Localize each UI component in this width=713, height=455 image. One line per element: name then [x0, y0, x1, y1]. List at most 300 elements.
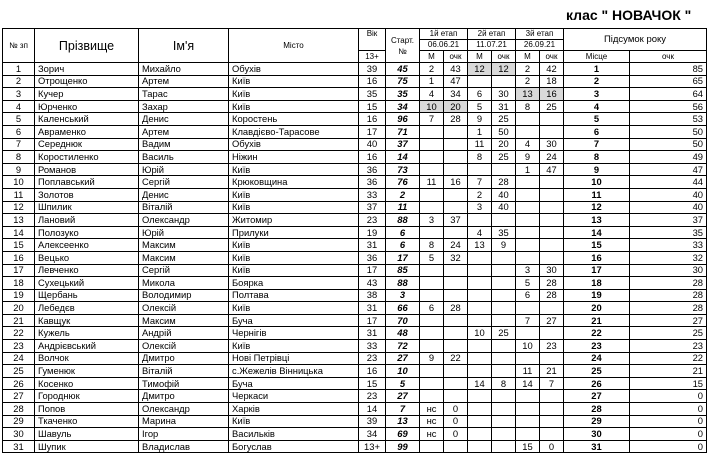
season-points-cell: 40 — [630, 201, 707, 214]
age-cell: 17 — [359, 314, 386, 327]
first-name-cell: Дмитро — [139, 352, 229, 365]
start-number-cell: 37 — [386, 138, 420, 151]
age-cell: 23 — [359, 352, 386, 365]
header-stage1-points: очк — [444, 51, 468, 63]
season-place-cell: 26 — [564, 377, 630, 390]
surname-cell: Кужель — [35, 327, 139, 340]
stage3-points-cell — [540, 188, 564, 201]
stage1-points-cell: 24 — [444, 239, 468, 252]
stage1-points-cell: 22 — [444, 352, 468, 365]
stage2-points-cell — [492, 163, 516, 176]
stage2-place-cell — [468, 365, 492, 378]
stage3-place-cell — [516, 415, 540, 428]
surname-cell: Попов — [35, 403, 139, 416]
stage1-place-cell: 10 — [420, 100, 444, 113]
header-start: Старт. № — [386, 29, 420, 63]
stage1-place-cell: нс — [420, 415, 444, 428]
stage2-points-cell — [492, 365, 516, 378]
stage2-points-cell — [492, 277, 516, 290]
surname-cell: Вецько — [35, 251, 139, 264]
start-number-cell: 7 — [386, 403, 420, 416]
stage2-place-cell — [468, 390, 492, 403]
season-points-cell: 30 — [630, 264, 707, 277]
stage1-place-cell — [420, 440, 444, 453]
first-name-cell: Тарас — [139, 88, 229, 101]
age-cell: 23 — [359, 390, 386, 403]
stage2-points-cell — [492, 289, 516, 302]
stage2-place-cell — [468, 277, 492, 290]
stage1-place-cell — [420, 277, 444, 290]
age-cell: 23 — [359, 214, 386, 227]
table-row — [3, 365, 707, 378]
stage1-place-cell: 4 — [420, 88, 444, 101]
season-points-cell: 44 — [630, 176, 707, 189]
season-place-cell: 1 — [564, 63, 630, 76]
stage1-place-cell — [420, 365, 444, 378]
season-place-cell: 9 — [564, 163, 630, 176]
stage1-points-cell — [444, 390, 468, 403]
stage1-place-cell — [420, 289, 444, 302]
surname-cell: Лановий — [35, 214, 139, 227]
season-points-cell: 47 — [630, 163, 707, 176]
stage2-points-cell — [492, 75, 516, 88]
age-cell: 33 — [359, 340, 386, 353]
season-points-cell: 28 — [630, 277, 707, 290]
start-number-cell: 45 — [386, 63, 420, 76]
start-number-cell: 70 — [386, 314, 420, 327]
stage3-place-cell: 8 — [516, 100, 540, 113]
stage2-points-cell: 9 — [492, 239, 516, 252]
stage3-points-cell — [540, 251, 564, 264]
surname-cell: Романов — [35, 163, 139, 176]
surname-cell: Гуменюк — [35, 365, 139, 378]
surname-cell: Зорич — [35, 63, 139, 76]
season-place-cell: 24 — [564, 352, 630, 365]
city-cell: Київ — [229, 75, 359, 88]
city-cell: Київ — [229, 340, 359, 353]
stage3-points-cell: 42 — [540, 63, 564, 76]
row-number: 20 — [3, 302, 35, 315]
class-title: клас " НОВАЧОК " — [566, 7, 692, 23]
surname-cell: Левченко — [35, 264, 139, 277]
first-name-cell: Олександр — [139, 403, 229, 416]
season-place-cell: 29 — [564, 415, 630, 428]
header-stage3-date: 26.09.21 — [516, 40, 564, 51]
age-cell: 37 — [359, 201, 386, 214]
stage3-place-cell — [516, 251, 540, 264]
stage3-place-cell — [516, 125, 540, 138]
table-row — [3, 289, 707, 302]
table-row — [3, 239, 707, 252]
stage1-points-cell — [444, 138, 468, 151]
start-number-cell: 71 — [386, 125, 420, 138]
stage3-place-cell: 14 — [516, 377, 540, 390]
first-name-cell: Вадим — [139, 138, 229, 151]
stage1-place-cell — [420, 314, 444, 327]
surname-cell: Отрощенко — [35, 75, 139, 88]
surname-cell: Золотов — [35, 188, 139, 201]
stage1-place-cell — [420, 151, 444, 164]
age-cell: 36 — [359, 251, 386, 264]
stage2-place-cell — [468, 214, 492, 227]
first-name-cell: Владислав — [139, 440, 229, 453]
season-points-cell: 0 — [630, 440, 707, 453]
stage3-points-cell: 0 — [540, 440, 564, 453]
stage2-points-cell — [492, 403, 516, 416]
city-cell: Буча — [229, 377, 359, 390]
first-name-cell: Марина — [139, 415, 229, 428]
stage1-points-cell — [444, 226, 468, 239]
stage2-place-cell: 8 — [468, 151, 492, 164]
start-number-cell: 88 — [386, 214, 420, 227]
table-row — [3, 415, 707, 428]
season-points-cell: 22 — [630, 352, 707, 365]
row-number: 24 — [3, 352, 35, 365]
age-cell: 39 — [359, 415, 386, 428]
surname-cell: Коростиленко — [35, 151, 139, 164]
surname-cell: Шпилик — [35, 201, 139, 214]
season-points-cell: 85 — [630, 63, 707, 76]
header-stage2-date: 11.07.21 — [468, 40, 516, 51]
header-city: Місто — [229, 29, 359, 63]
season-place-cell: 19 — [564, 289, 630, 302]
table-row — [3, 277, 707, 290]
stage3-place-cell — [516, 403, 540, 416]
start-number-cell: 48 — [386, 327, 420, 340]
season-place-cell: 31 — [564, 440, 630, 453]
city-cell: Київ — [229, 264, 359, 277]
stage3-points-cell — [540, 239, 564, 252]
stage1-place-cell: 9 — [420, 352, 444, 365]
first-name-cell: Максим — [139, 239, 229, 252]
stage3-place-cell: 7 — [516, 314, 540, 327]
table-row — [3, 340, 707, 353]
season-points-cell: 35 — [630, 226, 707, 239]
first-name-cell: Артем — [139, 125, 229, 138]
stage1-place-cell: 11 — [420, 176, 444, 189]
surname-cell: Сухецький — [35, 277, 139, 290]
city-cell: Київ — [229, 239, 359, 252]
stage3-place-cell — [516, 390, 540, 403]
stage2-place-cell — [468, 440, 492, 453]
table-row — [3, 314, 707, 327]
stage2-points-cell: 30 — [492, 88, 516, 101]
stage2-place-cell — [468, 314, 492, 327]
start-number-cell: 69 — [386, 428, 420, 441]
first-name-cell: Тимофій — [139, 377, 229, 390]
row-number: 22 — [3, 327, 35, 340]
age-cell: 33 — [359, 188, 386, 201]
season-points-cell: 64 — [630, 88, 707, 101]
surname-cell: Кучер — [35, 88, 139, 101]
header-place: Місце — [564, 51, 630, 63]
table-row — [3, 390, 707, 403]
header-stage2-place: М — [468, 51, 492, 63]
season-place-cell: 23 — [564, 340, 630, 353]
stage3-place-cell — [516, 214, 540, 227]
season-points-cell: 23 — [630, 340, 707, 353]
stage1-points-cell — [444, 440, 468, 453]
season-points-cell: 40 — [630, 188, 707, 201]
city-cell: с.Жежелів Вінницька — [229, 365, 359, 378]
row-number: 30 — [3, 428, 35, 441]
header-surname: Прізвище — [35, 29, 139, 63]
stage1-place-cell — [420, 188, 444, 201]
season-points-cell: 0 — [630, 428, 707, 441]
stage3-place-cell — [516, 176, 540, 189]
stage2-place-cell: 12 — [468, 63, 492, 76]
season-place-cell: 11 — [564, 188, 630, 201]
header-age-group: 13+ — [359, 51, 386, 63]
stage2-place-cell: 2 — [468, 188, 492, 201]
age-cell: 40 — [359, 138, 386, 151]
first-name-cell: Ігор — [139, 428, 229, 441]
surname-cell: Каленський — [35, 113, 139, 126]
stage3-points-cell: 47 — [540, 163, 564, 176]
stage2-place-cell: 13 — [468, 239, 492, 252]
city-cell: Обухів — [229, 63, 359, 76]
stage1-points-cell: 43 — [444, 63, 468, 76]
table-row — [3, 88, 707, 101]
stage1-place-cell: 1 — [420, 75, 444, 88]
stage3-place-cell — [516, 188, 540, 201]
city-cell: Київ — [229, 163, 359, 176]
stage1-place-cell: нс — [420, 403, 444, 416]
season-place-cell: 13 — [564, 214, 630, 227]
stage1-points-cell — [444, 201, 468, 214]
row-number: 13 — [3, 214, 35, 227]
stage1-place-cell — [420, 226, 444, 239]
stage1-place-cell — [420, 340, 444, 353]
start-number-cell: 66 — [386, 302, 420, 315]
stage1-place-cell — [420, 264, 444, 277]
surname-cell: Юрченко — [35, 100, 139, 113]
header-summary: Підсумок року — [564, 29, 707, 51]
row-number: 4 — [3, 100, 35, 113]
header-stage1-date: 06.06.21 — [420, 40, 468, 51]
stage1-points-cell — [444, 264, 468, 277]
table-row — [3, 251, 707, 264]
stage3-points-cell — [540, 201, 564, 214]
stage3-place-cell — [516, 327, 540, 340]
stage2-place-cell: 3 — [468, 201, 492, 214]
city-cell: Полтава — [229, 289, 359, 302]
first-name-cell: Дмитро — [139, 390, 229, 403]
surname-cell: Шавуль — [35, 428, 139, 441]
table-row — [3, 100, 707, 113]
city-cell: Харків — [229, 403, 359, 416]
stage3-place-cell — [516, 352, 540, 365]
age-cell: 16 — [359, 151, 386, 164]
season-points-cell: 32 — [630, 251, 707, 264]
city-cell: Буча — [229, 314, 359, 327]
table-row — [3, 113, 707, 126]
stage2-points-cell — [492, 415, 516, 428]
stage3-points-cell — [540, 125, 564, 138]
stage3-place-cell: 4 — [516, 138, 540, 151]
stage2-place-cell — [468, 302, 492, 315]
city-cell: Крюковщина — [229, 176, 359, 189]
city-cell: Київ — [229, 302, 359, 315]
stage2-place-cell — [468, 251, 492, 264]
stage2-place-cell — [468, 415, 492, 428]
start-number-cell: 96 — [386, 113, 420, 126]
table-row — [3, 440, 707, 453]
first-name-cell: Микола — [139, 277, 229, 290]
season-points-cell: 0 — [630, 390, 707, 403]
age-cell: 15 — [359, 100, 386, 113]
start-number-cell: 13 — [386, 415, 420, 428]
row-number: 15 — [3, 239, 35, 252]
stage1-points-cell — [444, 125, 468, 138]
stage1-place-cell: нс — [420, 428, 444, 441]
stage1-place-cell — [420, 163, 444, 176]
stage2-points-cell — [492, 251, 516, 264]
table-row — [3, 377, 707, 390]
start-number-cell: 6 — [386, 239, 420, 252]
table-row — [3, 63, 707, 76]
header-stage3-title: 3й етап — [516, 29, 564, 40]
table-row — [3, 264, 707, 277]
first-name-cell: Максим — [139, 314, 229, 327]
season-place-cell: 17 — [564, 264, 630, 277]
row-number: 7 — [3, 138, 35, 151]
stage3-points-cell: 7 — [540, 377, 564, 390]
stage3-place-cell: 9 — [516, 151, 540, 164]
age-cell: 19 — [359, 226, 386, 239]
stage2-points-cell: 31 — [492, 100, 516, 113]
table-row — [3, 163, 707, 176]
season-place-cell: 20 — [564, 302, 630, 315]
row-number: 27 — [3, 390, 35, 403]
season-place-cell: 12 — [564, 201, 630, 214]
age-cell: 31 — [359, 327, 386, 340]
first-name-cell: Юрій — [139, 226, 229, 239]
age-cell: 31 — [359, 302, 386, 315]
start-number-cell: 10 — [386, 365, 420, 378]
table-row — [3, 75, 707, 88]
stage1-place-cell: 7 — [420, 113, 444, 126]
results-table — [2, 28, 707, 453]
table-row — [3, 403, 707, 416]
row-number: 1 — [3, 63, 35, 76]
results-rows — [3, 63, 707, 453]
stage2-points-cell — [492, 214, 516, 227]
start-number-cell: 34 — [386, 100, 420, 113]
surname-cell: Волчок — [35, 352, 139, 365]
age-cell: 38 — [359, 289, 386, 302]
stage3-place-cell: 11 — [516, 365, 540, 378]
season-place-cell: 30 — [564, 428, 630, 441]
season-place-cell: 27 — [564, 390, 630, 403]
city-cell: Боярка — [229, 277, 359, 290]
stage1-points-cell — [444, 327, 468, 340]
stage3-points-cell: 28 — [540, 277, 564, 290]
season-points-cell: 15 — [630, 377, 707, 390]
city-cell: Черкаси — [229, 390, 359, 403]
start-number-cell: 2 — [386, 188, 420, 201]
stage2-points-cell — [492, 302, 516, 315]
age-cell: 16 — [359, 113, 386, 126]
row-number: 11 — [3, 188, 35, 201]
stage2-place-cell — [468, 75, 492, 88]
start-number-cell: 27 — [386, 390, 420, 403]
row-number: 23 — [3, 340, 35, 353]
stage2-place-cell: 10 — [468, 327, 492, 340]
stage1-place-cell: 5 — [420, 251, 444, 264]
table-row — [3, 226, 707, 239]
stage2-place-cell: 7 — [468, 176, 492, 189]
start-number-cell: 76 — [386, 176, 420, 189]
season-place-cell: 14 — [564, 226, 630, 239]
age-cell: 31 — [359, 239, 386, 252]
stage1-points-cell — [444, 314, 468, 327]
surname-cell: Щербань — [35, 289, 139, 302]
stage2-place-cell: 9 — [468, 113, 492, 126]
start-number-cell: 85 — [386, 264, 420, 277]
stage1-points-cell: 47 — [444, 75, 468, 88]
city-cell: Коростень — [229, 113, 359, 126]
surname-cell: Середнюк — [35, 138, 139, 151]
stage1-points-cell: 16 — [444, 176, 468, 189]
first-name-cell: Захар — [139, 100, 229, 113]
stage2-place-cell — [468, 352, 492, 365]
stage2-place-cell: 5 — [468, 100, 492, 113]
stage1-place-cell: 3 — [420, 214, 444, 227]
stage1-place-cell — [420, 390, 444, 403]
first-name-cell: Юрій — [139, 163, 229, 176]
season-points-cell: 50 — [630, 138, 707, 151]
age-cell: 39 — [359, 63, 386, 76]
stage3-points-cell — [540, 302, 564, 315]
row-number: 3 — [3, 88, 35, 101]
stage3-points-cell: 27 — [540, 314, 564, 327]
results-sheet — [2, 28, 707, 453]
season-place-cell: 3 — [564, 88, 630, 101]
row-number: 26 — [3, 377, 35, 390]
first-name-cell: Максим — [139, 251, 229, 264]
first-name-cell: Володимир — [139, 289, 229, 302]
stage3-place-cell: 6 — [516, 289, 540, 302]
stage3-place-cell — [516, 201, 540, 214]
stage1-place-cell — [420, 377, 444, 390]
stage2-points-cell — [492, 264, 516, 277]
stage1-points-cell — [444, 151, 468, 164]
stage2-points-cell: 25 — [492, 151, 516, 164]
stage1-place-cell — [420, 327, 444, 340]
season-place-cell: 6 — [564, 125, 630, 138]
stage3-place-cell: 1 — [516, 163, 540, 176]
table-row — [3, 125, 707, 138]
stage3-points-cell — [540, 226, 564, 239]
stage3-place-cell — [516, 239, 540, 252]
start-number-cell: 75 — [386, 75, 420, 88]
season-points-cell: 50 — [630, 125, 707, 138]
first-name-cell: Віталій — [139, 201, 229, 214]
stage2-place-cell: 11 — [468, 138, 492, 151]
table-row — [3, 151, 707, 164]
season-points-cell: 56 — [630, 100, 707, 113]
age-cell: 34 — [359, 428, 386, 441]
stage1-points-cell: 0 — [444, 403, 468, 416]
surname-cell: Городнюк — [35, 390, 139, 403]
row-number: 21 — [3, 314, 35, 327]
age-cell: 43 — [359, 277, 386, 290]
stage2-place-cell — [468, 340, 492, 353]
stage2-points-cell — [492, 340, 516, 353]
stage2-points-cell: 28 — [492, 176, 516, 189]
surname-cell: Лебедєв — [35, 302, 139, 315]
